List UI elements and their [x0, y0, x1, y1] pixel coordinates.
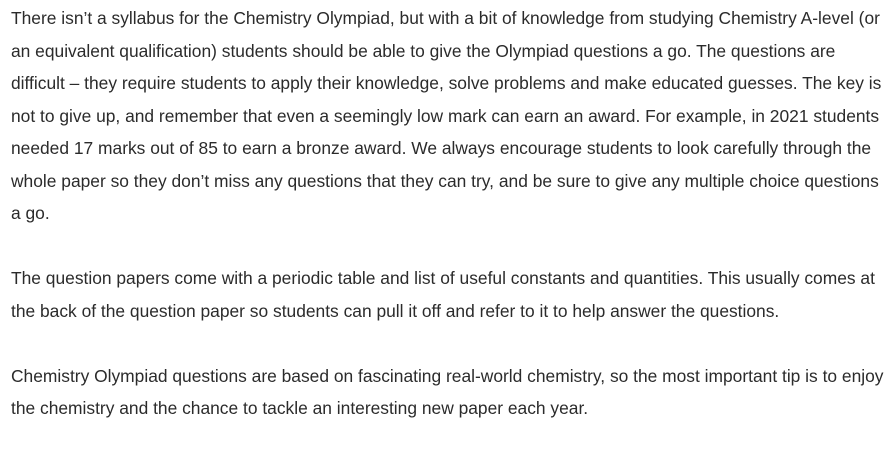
paragraph-periodic-table: The question papers come with a periodic table and list of useful constants and quantities. This usually comes at the back of the question paper so students can pull it off and refer to it to help answer the questions. [11, 268, 875, 321]
paragraph-no-syllabus: There isn’t a syllabus for the Chemistry Olympiad, but with a bit of knowledge from studying Chemistry A-level (or an equivalent qualification) students should be able to give the Olympiad questions a go. The questions are difficult – they require students to apply their knowledge, solve problems and make educated guesses. The key is not to give up, and remember that even a seemingly low mark can earn an award. For example, in 2021 students needed 17 marks out of 85 to earn a bronze award. We always encourage students to look carefully through the whole paper so they don’t miss any questions that they can try, and be sure to give any multiple choice questions a go. [11, 8, 882, 223]
article-body [11, 2, 889, 425]
paragraph-enjoy-chemistry: Chemistry Olympiad questions are based on fascinating real-world chemistry, so the most important tip is to enjoy the chemistry and the chance to tackle an interesting new paper each year. [11, 365, 884, 418]
